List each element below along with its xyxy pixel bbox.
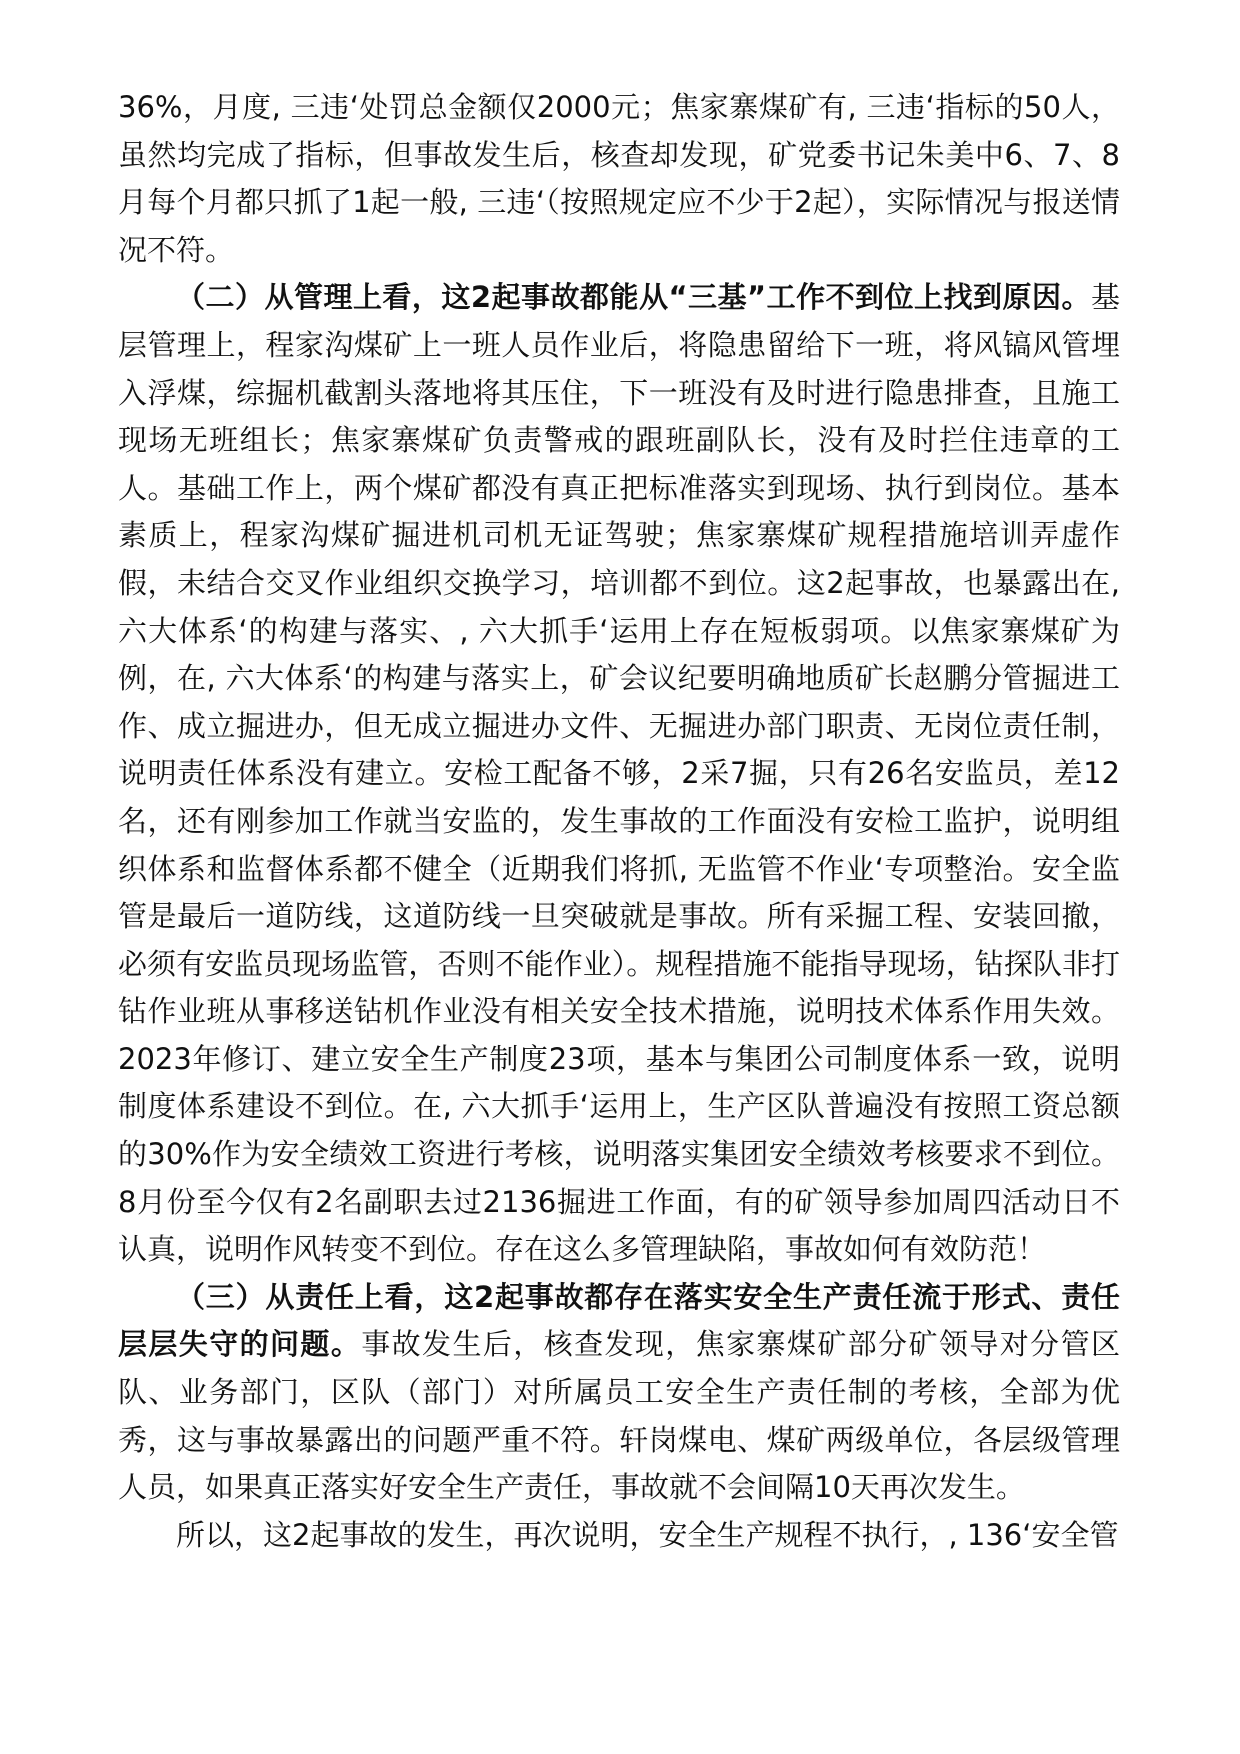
- paragraph-text: 基层管理上，程家沟煤矿上一班人员作业后，将隐患留给下一班，将风镐风管埋入浮煤，综掘机截割头落地将其压住，下一班没有及时进行隐患排查，且施工现场无班组长；焦家寨煤矿负责警戒的跟班副队长，没有及时拦住违章的工人。基础工作上，两个煤矿都没有真正把标准落实到现场、执行到岗位。基本素质上，程家沟煤矿掘进机司机无证驾驶；焦家寨煤矿规程措施培训弄虚作假，未结合交叉作业组织交换学习，培训都不到位。这2起事故，也暴露出在, 六大体系‘的构建与落实、, 六大抓手‘运用上存在短板弱项。以焦家寨煤矿为例，在, 六大体系‘的构建与落实上，矿会议纪要明确地质矿长赵鹏分管掘进工作、成立掘进办，但无成立掘进办文件、无掘进办部门职责、无岗位责任制，说明责任体系没有建立。安检工配备不够，2采7掘，只有26名安监员，差12名，还有刚参加工作就当安监的，发生事故的工作面没有安检工监护，说明组织体系和监督体系都不健全（近期我们将抓, 无监管不作业‘专项整治。安全监管是最后一道防线，这道防线一旦突破就是事故。所有采掘工程、安装回撤，必须有安监员现场监管，否则不能作业）。规程措施不能指导现场，钻探队非打钻作业班从事移送钻机作业没有相关安全技术措施，说明技术体系作用失效。2023年修订、建立安全生产制度23项，基本与集团公司制度体系一致，说明制度体系建设不到位。在, 六大抓手‘运用上，生产区队普遍没有按照工资总额的30%作为安全绩效工资进行考核，说明落实集团安全绩效考核要求不到位。8月份至今仅有2名副职去过2136掘进工作面，有的矿领导参加周四活动日不认真，说明作风转变不到位。存在这么多管理缺陷，事故如何有效防范！: [118, 280, 1121, 1267]
- section-heading-responsibility: （三）从责任上看，这2起事故都存在落实安全生产责任流于形式、责任层层失守的问题。: [118, 1279, 1120, 1362]
- paragraph-penalty-summary: [118, 84, 1120, 274]
- paragraph-text: 所以，这2起事故的发生，再次说明，安全生产规程不执行，, 136‘安全管: [176, 1517, 1119, 1552]
- document-body: [118, 84, 1120, 1559]
- paragraph-conclusion: [118, 1512, 1120, 1560]
- paragraph-responsibility-analysis: [118, 1274, 1120, 1512]
- section-heading-management: （二）从管理上看，这2起事故都能从“三基”工作不到位上找到原因。: [176, 280, 1091, 315]
- paragraph-management-analysis: [118, 274, 1120, 1273]
- paragraph-text: 事故发生后，核查发现，焦家寨煤矿部分矿领导对分管区队、业务部门，区队（部门）对所属员工安全生产责任制的考核，全部为优秀，这与事故暴露出的问题严重不符。轩岗煤电、煤矿两级单位，各层级管理人员，如果真正落实好安全生产责任，事故就不会间隔10天再次发生。: [118, 1327, 1120, 1505]
- paragraph-text: 36%，月度, 三违‘处罚总金额仅2000元；焦家寨煤矿有, 三违‘指标的50人，虽然均完成了指标，但事故发生后，核查却发现，矿党委书记朱美中6、7、8月每个月都只抓了1起一般, 三违‘（按照规定应不少于2起），实际情况与报送情况不符。: [118, 90, 1120, 267]
